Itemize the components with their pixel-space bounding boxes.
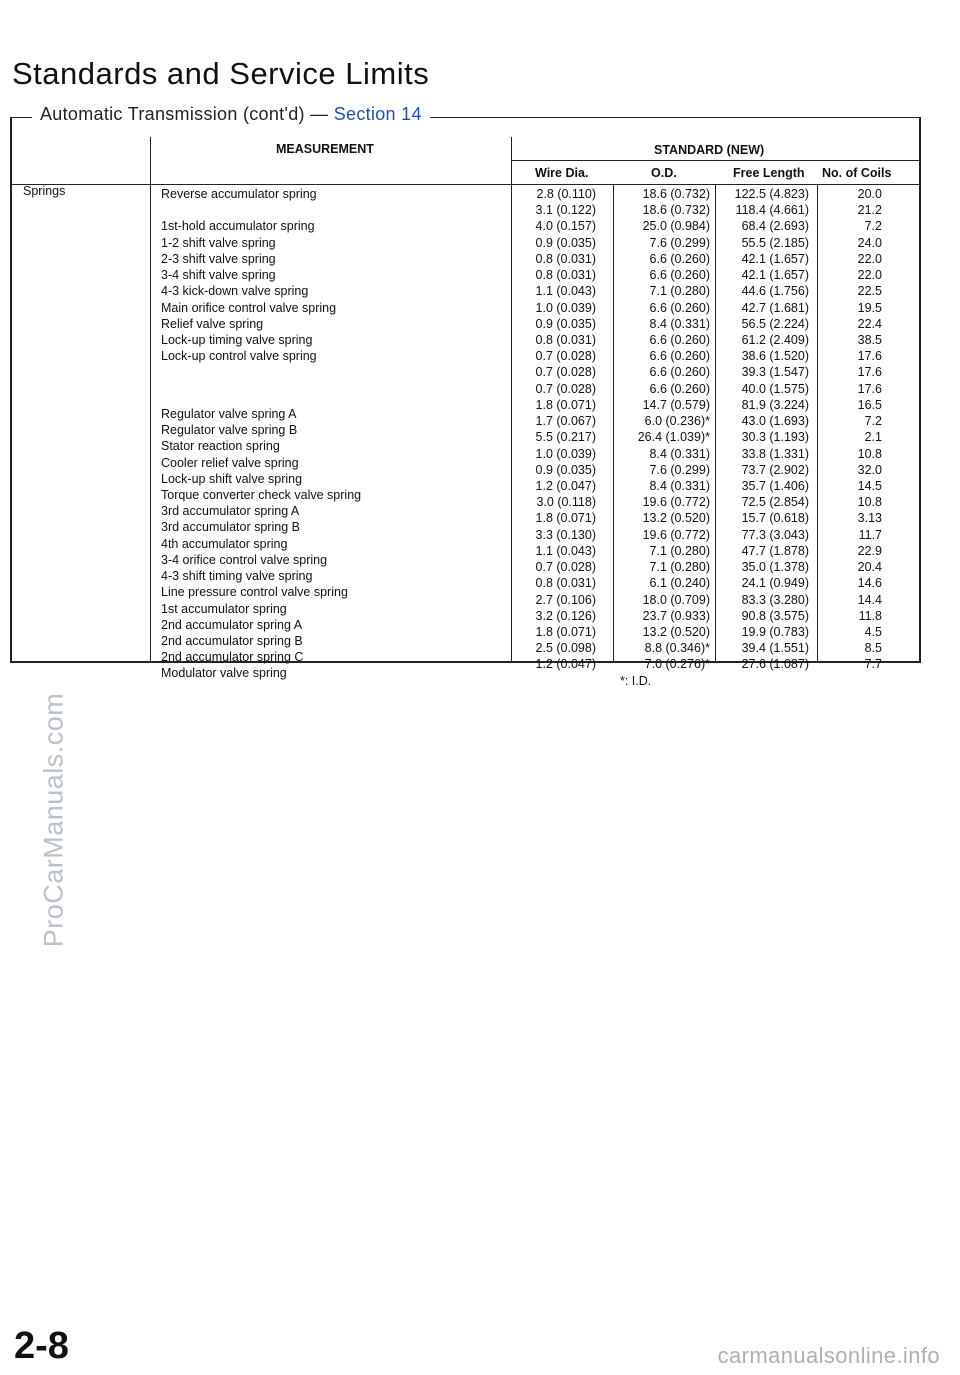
free-length-cell: 77.3 (3.043) bbox=[741, 527, 809, 542]
od-cell: 26.4 (1.039)* bbox=[637, 430, 710, 445]
wire-dia-cell: 1.0 (0.039) bbox=[535, 300, 596, 315]
spring-name: 3-4 orifice control valve spring bbox=[161, 552, 328, 567]
wire-dia-cell: 1.1 (0.043) bbox=[535, 284, 596, 299]
coils-cell: 14.4 bbox=[857, 592, 882, 607]
coils-cell: 17.6 bbox=[857, 381, 882, 396]
coils-cell: 22.4 bbox=[857, 316, 882, 331]
coils-cell: 22.0 bbox=[857, 268, 882, 283]
coils-cell: 22.0 bbox=[857, 251, 882, 266]
coils-cell: 14.5 bbox=[857, 478, 882, 493]
free-length-cell: 44.6 (1.756) bbox=[741, 284, 809, 299]
wire-dia-cell: 1.2 (0.047) bbox=[535, 478, 596, 493]
od-cell: 19.6 (0.772) bbox=[642, 527, 710, 542]
spring-name: 3-4 shift valve spring bbox=[161, 268, 276, 283]
spring-name: 2nd accumulator spring C bbox=[161, 650, 304, 665]
spring-name: 1st-hold accumulator spring bbox=[161, 219, 315, 234]
wire-dia-cell: 1.8 (0.071) bbox=[535, 397, 596, 412]
spring-name: 4-3 shift timing valve spring bbox=[161, 569, 313, 584]
od-cell: 6.6 (0.260) bbox=[649, 349, 710, 364]
spring-name: 2-3 shift valve spring bbox=[161, 251, 276, 266]
wire-dia-cell: 4.0 (0.157) bbox=[535, 219, 596, 234]
od-cell: 13.2 (0.520) bbox=[642, 511, 710, 526]
spring-name: Relief valve spring bbox=[161, 316, 264, 331]
wire-dia-cell: 0.7 (0.028) bbox=[535, 560, 596, 575]
free-length-cell: 15.7 (0.618) bbox=[741, 511, 809, 526]
watermark: ProCarManuals.com bbox=[38, 692, 69, 948]
od-cell: 6.6 (0.260) bbox=[649, 332, 710, 347]
wire-dia-cell: 3.3 (0.130) bbox=[535, 527, 596, 542]
page-title: Standards and Service Limits bbox=[12, 56, 430, 91]
od-cell: 8.4 (0.331) bbox=[649, 478, 710, 493]
spring-name: 1st accumulator spring bbox=[161, 601, 287, 616]
coils-cell: 17.6 bbox=[857, 349, 882, 364]
coils-cell: 7.7 bbox=[864, 657, 882, 672]
spring-name: 2nd accumulator spring B bbox=[161, 633, 303, 648]
free-length-cell: 55.5 (2.185) bbox=[741, 235, 809, 250]
wire-dia-cell: 1.0 (0.039) bbox=[535, 446, 596, 461]
free-length-cell: 72.5 (2.854) bbox=[741, 495, 809, 510]
free-length-cell: 38.6 (1.520) bbox=[741, 349, 809, 364]
wire-dia-cell: 1.1 (0.043) bbox=[535, 543, 596, 558]
coils-cell: 16.5 bbox=[857, 397, 882, 412]
free-length-cell: 81.9 (3.224) bbox=[741, 397, 809, 412]
od-cell: 8.8 (0.346)* bbox=[644, 641, 710, 656]
wire-dia-cell: 0.8 (0.031) bbox=[535, 576, 596, 591]
coils-cell: 14.6 bbox=[857, 576, 882, 591]
free-length-cell: 42.1 (1.657) bbox=[741, 251, 809, 266]
od-cell: 6.6 (0.260) bbox=[649, 268, 710, 283]
category-springs: Springs bbox=[23, 184, 66, 198]
od-cell: 7.6 (0.299) bbox=[649, 462, 710, 477]
free-length-cell: 73.7 (2.902) bbox=[741, 462, 809, 477]
coils-cell: 19.5 bbox=[857, 300, 882, 315]
od-cell: 7.1 (0.280) bbox=[649, 560, 710, 575]
coils-cell: 10.8 bbox=[857, 446, 882, 461]
free-length-cell: 47.7 (1.878) bbox=[741, 543, 809, 558]
spring-name: 3rd accumulator spring A bbox=[161, 504, 300, 519]
free-length-cell: 122.5 (4.823) bbox=[734, 187, 809, 201]
spring-name: 2nd accumulator spring A bbox=[161, 617, 303, 632]
coils-cell: 10.8 bbox=[857, 495, 882, 510]
od-cell: 18.6 (0.732) bbox=[642, 187, 710, 201]
wire-dia-cell: 2.7 (0.106) bbox=[535, 592, 596, 607]
spring-name: Lock-up shift valve spring bbox=[161, 471, 303, 486]
coils-cell: 3.13 bbox=[857, 511, 882, 526]
header-standard: STANDARD (NEW) bbox=[654, 143, 765, 157]
coils-cell: 11.8 bbox=[858, 608, 882, 623]
free-length-cell: 83.3 (3.280) bbox=[741, 592, 809, 607]
od-cell: 14.7 (0.579) bbox=[642, 397, 710, 412]
wire-dia-cell: 5.5 (0.217) bbox=[535, 430, 596, 445]
wire-dia-cell: 0.8 (0.031) bbox=[535, 332, 596, 347]
wire-dia-cell: 0.8 (0.031) bbox=[535, 268, 596, 283]
header-coils: No. of Coils bbox=[822, 166, 892, 180]
coils-cell: 11.7 bbox=[858, 527, 882, 542]
free-length-cell: 27.6 (1.087) bbox=[741, 657, 809, 672]
spring-name: Lock-up timing valve spring bbox=[161, 332, 313, 347]
od-cell: 6.6 (0.260) bbox=[649, 300, 710, 315]
divider-free bbox=[817, 185, 818, 663]
header-free-length: Free Length bbox=[733, 166, 805, 180]
header-od: O.D. bbox=[651, 166, 677, 180]
coils-cell: 22.9 bbox=[857, 543, 882, 558]
wire-dia-cell: 3.2 (0.126) bbox=[535, 608, 596, 623]
free-length-cell: 33.8 (1.331) bbox=[741, 446, 809, 461]
page-number: 2-8 bbox=[14, 1325, 69, 1367]
wire-dia-cell: 3.0 (0.118) bbox=[536, 495, 596, 510]
wire-dia-cell: 0.7 (0.028) bbox=[535, 349, 596, 364]
wire-dia-cell: 3.1 (0.122) bbox=[535, 203, 596, 218]
coils-cell: 20.4 bbox=[857, 560, 882, 575]
coils-cell: 21.2 bbox=[857, 203, 882, 218]
footer-site: carmanualsonline.info bbox=[717, 1343, 940, 1368]
wire-dia-cell: 0.7 (0.028) bbox=[535, 381, 596, 396]
wire-dia-cell: 0.8 (0.031) bbox=[535, 251, 596, 266]
wire-dia-cell: 0.7 (0.028) bbox=[535, 365, 596, 380]
free-length-cell: 39.4 (1.551) bbox=[741, 641, 809, 656]
od-cell: 19.6 (0.772) bbox=[642, 495, 710, 510]
section-link[interactable]: Section 14 bbox=[333, 104, 422, 124]
wire-dia-cell: 0.9 (0.035) bbox=[535, 316, 596, 331]
free-length-cell: 56.5 (2.224) bbox=[741, 316, 809, 331]
free-length-cell: 42.7 (1.681) bbox=[741, 300, 809, 315]
wire-dia-cell: 1.2 (0.047) bbox=[535, 657, 596, 672]
coils-cell: 7.2 bbox=[864, 414, 882, 429]
free-length-cell: 35.0 (1.378) bbox=[741, 560, 809, 575]
divider-measurement bbox=[511, 137, 512, 663]
od-cell: 25.0 (0.984) bbox=[642, 219, 710, 234]
od-cell: 13.2 (0.520) bbox=[642, 624, 710, 639]
header-measurement: MEASUREMENT bbox=[276, 142, 374, 156]
free-length-cell: 30.3 (1.193) bbox=[741, 430, 809, 445]
free-length-cell: 42.1 (1.657) bbox=[741, 268, 809, 283]
spring-name: 1-2 shift valve spring bbox=[161, 235, 276, 250]
section-heading-text: Automatic Transmission (cont'd) — bbox=[40, 104, 334, 124]
header-rule-standard bbox=[511, 160, 921, 161]
footnote: *: I.D. bbox=[620, 674, 652, 688]
free-length-cell: 90.8 (3.575) bbox=[741, 608, 809, 623]
spring-name: Regulator valve spring B bbox=[161, 423, 298, 438]
free-length-cell: 24.1 (0.949) bbox=[741, 576, 809, 591]
wire-dia-cell: 1.7 (0.067) bbox=[535, 414, 596, 429]
coils-cell: 4.5 bbox=[864, 624, 882, 639]
od-cell: 7.6 (0.299) bbox=[649, 235, 710, 250]
od-cell: 23.7 (0.933) bbox=[642, 608, 710, 623]
od-cell: 18.0 (0.709) bbox=[642, 592, 710, 607]
wire-dia-cell: 2.5 (0.098) bbox=[535, 641, 596, 656]
spring-name: Stator reaction spring bbox=[161, 439, 280, 454]
coils-cell: 22.5 bbox=[857, 284, 882, 299]
coils-cell: 17.6 bbox=[857, 365, 882, 380]
free-length-cell: 40.0 (1.575) bbox=[741, 381, 809, 396]
od-cell: 6.6 (0.260) bbox=[649, 365, 710, 380]
spring-name: Line pressure control valve spring bbox=[161, 585, 348, 600]
od-cell: 7.0 (0.276)* bbox=[644, 657, 710, 672]
od-cell: 18.6 (0.732) bbox=[642, 203, 710, 218]
coils-cell: 2.1 bbox=[864, 430, 882, 445]
divider-category bbox=[150, 137, 151, 663]
spring-name: Main orifice control valve spring bbox=[161, 300, 337, 315]
coils-cell: 7.2 bbox=[864, 219, 882, 234]
od-cell: 6.6 (0.260) bbox=[649, 251, 710, 266]
free-length-cell: 68.4 (2.693) bbox=[741, 219, 809, 234]
spring-name: Regulator valve spring A bbox=[161, 406, 297, 421]
od-cell: 7.1 (0.280) bbox=[649, 543, 710, 558]
od-cell: 6.6 (0.260) bbox=[649, 381, 710, 396]
wire-dia-cell: 0.9 (0.035) bbox=[535, 235, 596, 250]
free-length-cell: 43.0 (1.693) bbox=[741, 414, 809, 429]
header-rule-bottom bbox=[10, 184, 921, 185]
header-wire-dia: Wire Dia. bbox=[535, 166, 589, 180]
wire-dia-cell: 1.8 (0.071) bbox=[535, 511, 596, 526]
spring-name: 4th accumulator spring bbox=[161, 536, 288, 551]
coils-cell: 24.0 bbox=[857, 235, 882, 250]
free-length-cell: 35.7 (1.406) bbox=[741, 478, 809, 493]
od-cell: 6.0 (0.236)* bbox=[644, 414, 710, 429]
spring-name: Cooler relief valve spring bbox=[161, 455, 299, 470]
free-length-cell: 19.9 (0.783) bbox=[741, 624, 809, 639]
od-cell: 7.1 (0.280) bbox=[649, 284, 710, 299]
od-cell: 6.1 (0.240) bbox=[649, 576, 710, 591]
spring-name: 4-3 kick-down valve spring bbox=[161, 284, 309, 299]
spring-name: Lock-up control valve spring bbox=[161, 349, 317, 364]
spring-name: Reverse accumulator spring bbox=[161, 187, 317, 201]
spring-name: 3rd accumulator spring B bbox=[161, 520, 300, 535]
wire-dia-cell: 2.8 (0.110) bbox=[536, 187, 596, 201]
coils-cell: 38.5 bbox=[857, 332, 882, 347]
coils-cell: 32.0 bbox=[857, 462, 882, 477]
free-length-cell: 39.3 (1.547) bbox=[741, 365, 809, 380]
wire-dia-cell: 0.9 (0.035) bbox=[535, 462, 596, 477]
spring-name: Modulator valve spring bbox=[161, 666, 287, 681]
free-length-cell: 61.2 (2.409) bbox=[741, 332, 809, 347]
spring-name: Torque converter check valve spring bbox=[161, 487, 362, 502]
free-length-cell: 118.4 (4.661) bbox=[735, 203, 809, 218]
coils-cell: 20.0 bbox=[857, 187, 882, 201]
wire-dia-cell: 1.8 (0.071) bbox=[535, 624, 596, 639]
od-cell: 8.4 (0.331) bbox=[649, 316, 710, 331]
od-cell: 8.4 (0.331) bbox=[649, 446, 710, 461]
coils-cell: 8.5 bbox=[864, 641, 882, 656]
